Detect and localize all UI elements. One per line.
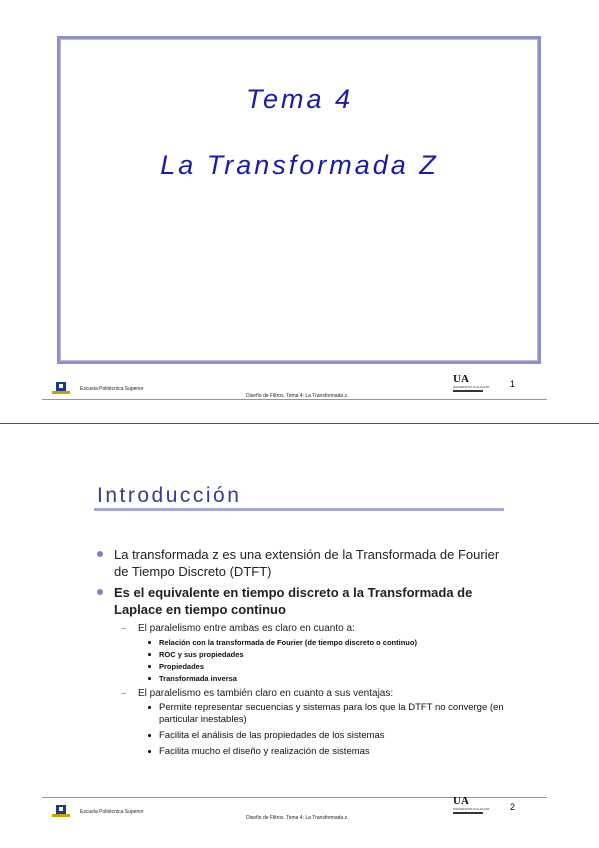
sub-list-item bbox=[96, 622, 516, 635]
slide-2 bbox=[0, 424, 599, 848]
sub-sub-list-item-text: Relación con la transformada de Fourier (de tiempo discreto o continuo) bbox=[159, 638, 417, 647]
list-item bbox=[96, 546, 516, 580]
university-logo-text: UNIVERSITAT D'ALACANT bbox=[453, 385, 490, 389]
slide-heading: Introducción bbox=[97, 484, 242, 507]
sub-sub-list-item-text: Propiedades bbox=[159, 662, 205, 671]
sub-sub-list-item bbox=[96, 661, 516, 673]
bullet-icon bbox=[148, 734, 151, 737]
footer-school-name: Escuela Politécnica Superior bbox=[80, 386, 144, 392]
list-item-text: La transformada z es una extensión de la Transformada de Fourier de Tiempo Discreto (DTFT) bbox=[114, 547, 500, 579]
bullet-icon bbox=[148, 653, 151, 656]
sub-list-item-text: El paralelismo entre ambas es claro en cuanto a: bbox=[138, 623, 355, 634]
dash-bullet-icon bbox=[121, 693, 126, 694]
bullet-icon bbox=[148, 706, 151, 709]
sub-sub-list-item bbox=[96, 649, 516, 661]
bullet-icon bbox=[97, 589, 103, 595]
heading-rule bbox=[94, 508, 504, 511]
university-logo bbox=[453, 374, 495, 392]
slide-content bbox=[96, 546, 516, 762]
university-logo-letters: UA bbox=[453, 795, 469, 807]
school-logo-icon bbox=[52, 381, 70, 395]
university-logo-bar bbox=[453, 812, 483, 814]
bullet-icon bbox=[148, 677, 151, 680]
footer-rule bbox=[42, 399, 547, 400]
sub-sub-list-item bbox=[96, 637, 516, 649]
dash-bullet-icon bbox=[121, 628, 126, 629]
slide-title-line2: La Transformada Z bbox=[160, 150, 439, 180]
footer-school-name: Escuela Politécnica Superior bbox=[80, 809, 144, 815]
sub-sub-list-item-text: ROC y sus propiedades bbox=[159, 650, 244, 659]
bullet-icon bbox=[148, 665, 151, 668]
list-item bbox=[96, 584, 516, 618]
sub-sub-list-item bbox=[96, 673, 516, 685]
slide-title-line1: Tema 4 bbox=[245, 84, 354, 114]
university-logo-bar bbox=[453, 390, 483, 392]
sub-sub-list-item bbox=[96, 730, 516, 742]
bullet-icon bbox=[148, 641, 151, 644]
sub-sub-list-item bbox=[96, 702, 516, 726]
list-item-text: Es el equivalente en tiempo discreto a la Transformada de Laplace en tiempo continuo bbox=[114, 585, 473, 617]
sub-sub-list-item-text: Transformada inversa bbox=[159, 674, 237, 683]
university-logo-letters: UA bbox=[453, 373, 469, 385]
sub-sub-list-item bbox=[96, 746, 516, 758]
page-number: 1 bbox=[510, 379, 516, 389]
footer-course-title: Diseño de Filtros. Tema 4: La Transformada z. bbox=[246, 393, 349, 399]
university-logo-text: UNIVERSITAT D'ALACANT bbox=[453, 807, 490, 811]
sub-sub-list-item-text: Facilita mucho el diseño y realización de sistemas bbox=[159, 746, 370, 757]
footer-course-title: Diseño de Filtros. Tema 4: La Transformada z. bbox=[246, 815, 349, 821]
bullet-icon bbox=[148, 750, 151, 753]
sub-list-item bbox=[96, 687, 516, 700]
school-logo-icon bbox=[52, 804, 70, 818]
university-logo bbox=[453, 796, 495, 814]
sub-sub-list-item-text: Permite representar secuencias y sistemas para los que la DTFT no converge (en particular inestables) bbox=[159, 702, 504, 725]
sub-list-item-text: El paralelismo es también claro en cuanto a sus ventajas: bbox=[138, 688, 394, 699]
sub-sub-list-item-text: Facilita el análisis de las propiedades de los sistemas bbox=[159, 730, 385, 741]
bullet-icon bbox=[97, 551, 103, 557]
page-number: 2 bbox=[510, 802, 516, 812]
